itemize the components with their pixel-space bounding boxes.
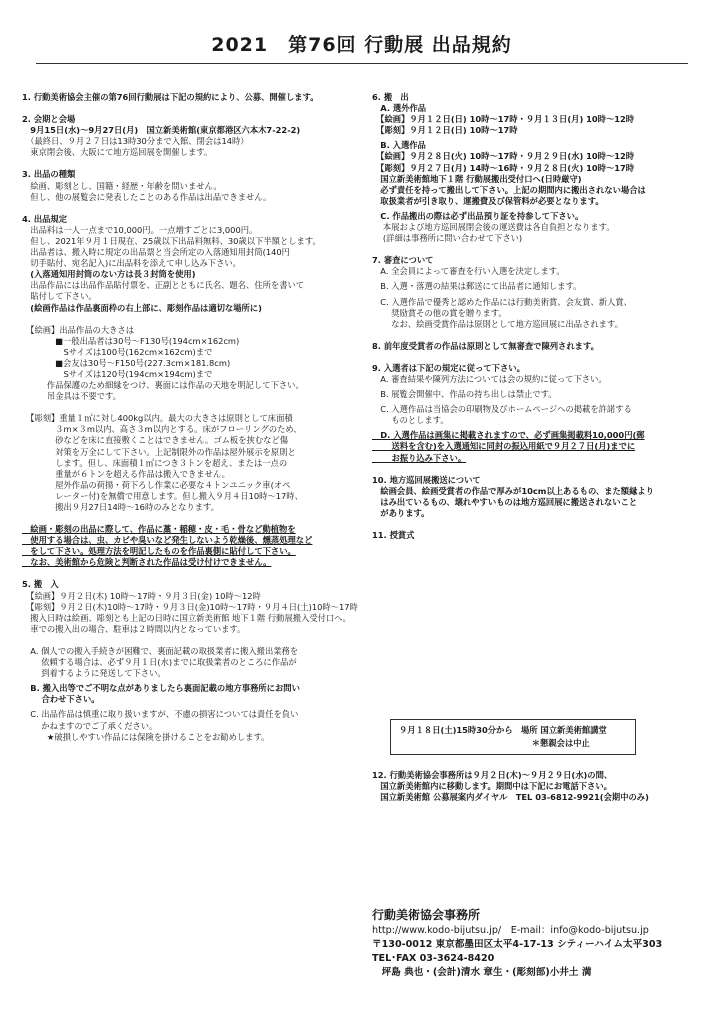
- text-line: Sサイズは100号(162cm×162cm)まで: [22, 346, 213, 357]
- text-line: ３m×３m以内、高さ３m以内とする。床がフローリングのため、: [22, 424, 302, 435]
- text-line: C. 入選作品で優秀と認めた作品には行動美術賞、会友賞、新人賞、: [372, 296, 632, 307]
- text-line: 合わせ下さい。: [22, 694, 100, 705]
- text-line: (入落通知用封筒のない方は長３封筒を使用): [22, 269, 196, 280]
- text-line: 出品者は、搬入時に規定の出品票と当会所定の入落通知用封筒(140円: [22, 247, 290, 258]
- text-line: 出品料は一人一点まで10,000円。一点増すごとに3,000円。: [22, 224, 258, 235]
- text-line: 但し、他の展覧会に発表したことのある作品は出品できません。: [22, 191, 272, 202]
- text-line: C. 作品搬出の際は必ず出品預り証を持参して下さい。: [372, 210, 584, 221]
- award-box-line: ＊懇親会は中止: [399, 738, 590, 748]
- section-heading: 3. 出品の種類: [22, 169, 76, 180]
- office-staff: 坪島 典也・(会計)清水 章生・(彫刻部)小井土 満: [372, 967, 592, 978]
- text-line: ★破損しやすい作品には保険を掛けることをお勧めします。: [22, 731, 270, 742]
- text-line: （最終日、９月２７日は13時30分まで入館、閉会は14時）: [22, 136, 249, 147]
- text-line: 搬入日時は絵画、彫刻とも上記の日時に国立新美術館 地下１階 行動展搬入受付口へ。: [22, 612, 351, 623]
- text-line: 【絵画】９月２８日(火) 10時～17時・９月２９日(水) 10時～12時: [372, 151, 635, 162]
- section-heading: 8. 前年度受賞者の作品は原則として無審査で陳列されます。: [372, 340, 599, 351]
- section-heading: 1. 行動美術協会主催の第76回行動展は下記の規約により、公募、開催します。: [22, 92, 319, 102]
- text-line: 重量が６トンを超える作品は搬入できません。: [22, 468, 230, 479]
- office-address: 〒130-0012 東京都墨田区太平4-17-13 シティーハイム太平303: [372, 939, 663, 950]
- award-box-line: ９月１８日(土)15時30分から 場所 国立新美術館講堂: [399, 725, 607, 735]
- section-heading: A. 個人での搬入手続きが困難で、裏面記載の取扱業者に搬入搬出業務を: [22, 645, 299, 656]
- section-heading: 11. 授賞式: [372, 530, 415, 540]
- text-line: 搬出９月27日14時～16時のみとなります。: [22, 502, 219, 512]
- page-title: 2021 第76回 行動展 出品規約: [211, 34, 512, 56]
- text-line: 送料を含む)を入選通知に同封の振込用紙で９月２７日(月)までに: [372, 441, 636, 452]
- right-column: [372, 92, 700, 552]
- text-line: 国立新美術館地下１階 行動展搬出受付口へ(日時厳守): [372, 173, 582, 184]
- section-block: [22, 214, 358, 314]
- text-line: レーター付)を無償で用意します。但し搬入９月４日10時～17時、: [22, 490, 303, 501]
- text-line: 作品保護のため細縁をつけ、裏面には作品の天地を明記して下さい。: [22, 380, 304, 391]
- text-line: 【彫刻】９月２日(木)10時～17時・９月３日(金)10時～17時・９月４日(土)10時～17時: [22, 601, 358, 612]
- section-block: [372, 475, 700, 519]
- text-line: 必ず責任を持って搬出して下さい。上記の期間内に搬出されない場合は: [372, 184, 646, 195]
- text-line: B. 展覧会開催中、作品の持ち出しは禁止です。: [372, 389, 557, 400]
- text-line: があります。: [372, 507, 430, 518]
- section-heading: 10. 地方巡回展搬送について: [372, 474, 481, 485]
- section-block: [22, 524, 358, 568]
- text-line: 取扱業者が引き取り、運搬費及び保管料が必要となります。: [372, 195, 604, 206]
- text-line: なお、絵画受賞作品は原則として地方巡回展に出品されます。: [372, 318, 623, 329]
- section-block: [22, 325, 358, 403]
- section-block: [22, 169, 358, 202]
- text-line: ■一般出品者は30号～F130号(194cm×162cm): [22, 335, 240, 346]
- text-line: 【彫刻】９月１２日(日) 10時～17時: [372, 125, 518, 136]
- section-block: [372, 363, 700, 464]
- text-line: ものとします。: [372, 415, 449, 426]
- section-heading: 【彫刻】重量１㎡に対し400kg以内。最大の大きさは原則として床面積: [22, 413, 293, 424]
- text-line: なお、美術館から危険と判断された作品は受け付けできません。: [22, 557, 272, 568]
- text-line: 奨励賞その他の賞を贈ります。: [372, 307, 507, 318]
- office-name: 行動美術協会事務所: [372, 908, 481, 922]
- text-line: A. 選外作品: [372, 103, 427, 114]
- section-heading: 7. 審査について: [372, 255, 434, 266]
- text-line: 出品作品には出品作品貼付票を、正副とともに氏名、題名、住所を書いて: [22, 280, 305, 291]
- section-block: [372, 255, 700, 330]
- section-12: [372, 770, 702, 803]
- award-ceremony-box: [390, 719, 636, 755]
- section-heading: 絵画・彫刻の出品に際して、作品に藁・稲穂・皮・毛・骨など動植物を: [22, 524, 296, 535]
- text-line: Sサイズは120号(194cm×194cm)まで: [22, 368, 213, 379]
- text-line: はみ出ているもの、壊れやすいものは地方巡回展に搬送されないこと: [372, 496, 638, 507]
- text-line: 砂などを床に直接敷くことはできません。ゴム板を挟むなど傷: [22, 435, 289, 446]
- text-line: 絵画会員、絵画受賞者の作品で厚みが10cm以上あるもの、また額縁より: [372, 485, 654, 496]
- section-block: [22, 92, 358, 103]
- section-block: [22, 579, 358, 634]
- text-line: C. 出品作品は慎重に取り扱いますが、不慮の損害については責任を負い: [22, 709, 299, 720]
- text-line: C. 入選作品は当協会の印刷物及びホームページへの掲載を許諾する: [372, 404, 632, 415]
- section-heading: 12. 行動美術協会事務所は９月２日(木)～９月２９日(水)の間、: [372, 770, 613, 780]
- section-block: [372, 92, 700, 244]
- text-line: A. 全会員によって審査を行い入選を決定します。: [372, 266, 565, 277]
- text-line: お振り込み下さい。: [372, 452, 467, 463]
- text-line: 国立新美術館 公募展案内ダイヤル TEL 03-6812-9921(会期中のみ): [372, 792, 649, 803]
- office-contact: [372, 906, 702, 980]
- text-line: します。但し、床面積１㎡につき３トンを超え、または一点の: [22, 457, 288, 468]
- text-line: をして下さい。処理方法を明記したものを作品裏側に貼付して下さい。: [22, 546, 296, 557]
- title-rule: [36, 63, 688, 64]
- text-line: 【絵画】９月２日(木) 10時～17時・９月３日(金) 10時～12時: [22, 590, 261, 601]
- section-heading: 2. 会期と会場: [22, 114, 76, 125]
- text-line: 但し、2021年９月１日現在、25歳以下出品料無料、30歳以下半額とします。: [22, 235, 321, 246]
- text-line: 対策を万全にして下さい。上記制限外の作品は屋外展示を原則と: [22, 446, 296, 457]
- text-line: 屋外作品の荷揚・荷下ろし作業に必要な４トンユニック車(オペ: [22, 479, 291, 490]
- text-line: (詳細は事務所に問い合わせて下さい): [372, 233, 523, 244]
- text-line: 車での搬入出の場合、駐車は２時間以内となっています。: [22, 623, 246, 634]
- section-heading: 4. 出品規定: [22, 213, 68, 224]
- text-line: 東京閉会後、大阪にて地方巡回展を開催します。: [22, 147, 213, 158]
- text-line: B. 入選作品: [372, 140, 426, 151]
- section-heading: 9. 入選者は下記の規定に従って下さい。: [372, 362, 525, 373]
- section-heading: 5. 搬 入: [22, 579, 59, 590]
- section-block: [372, 341, 700, 352]
- text-line: 【彫刻】９月２７日(月) 14時～16時・９月２８日(火) 10時～17時: [372, 162, 635, 173]
- office-web: http://www.kodo-bijutsu.jp/ E-mail：info@kodo-bijutsu.jp: [372, 925, 649, 936]
- text-line: ■会友は30号～F150号(227.3cm×181.8cm): [22, 357, 231, 368]
- text-line: 本展および地方巡回展閉会後の運送費は各自負担となります。: [372, 222, 615, 233]
- text-line: 使用する場合は、虫、カビや臭いなど発生しないよう乾燥後、燻蒸処理など: [22, 535, 313, 546]
- section-block: [22, 646, 358, 743]
- text-line: 到着するように発送して下さい。: [22, 668, 166, 679]
- text-line: 【絵画】９月１２日(日) 10時～17時・９月１３日(月) 10時～12時: [372, 114, 635, 125]
- text-line: B. 入選・落選の結果は郵送にて出品者に通知します。: [372, 281, 582, 292]
- section-heading: 6. 搬 出: [372, 92, 409, 102]
- text-line: 切手貼付、宛名記入)に出品料を添えて申し込み下さい。: [22, 258, 241, 269]
- text-line: 9月15日(水)～9月27日(月) 国立新美術館(東京都港区六本木7-22-2): [22, 125, 301, 136]
- text-line: 依頼する場合は、必ず９月１日(水)までに取扱業者のところに作品が: [22, 657, 297, 668]
- text-line: A. 審査結果や陳列方法については会の規約に従って下さい。: [372, 373, 607, 384]
- text-line: 貼付して下さい。: [22, 291, 97, 302]
- section-block: [372, 530, 700, 541]
- text-line: 吊金具は不要です。: [22, 391, 121, 402]
- text-line: 絵画、彫刻とし、国籍・経歴・年齢を問いません。: [22, 180, 222, 191]
- office-telfax: TEL･FAX 03-3624-8420: [372, 953, 495, 964]
- text-line: B. 搬入出等でご不明な点がありましたら裏面記載の地方事務所にお問い: [22, 683, 300, 694]
- text-line: D. 入選作品は画集に掲載されますので、必ず画集掲載料10,000円(郵: [372, 430, 645, 441]
- section-block: [22, 114, 358, 158]
- left-column: [22, 92, 358, 754]
- section-heading: 【絵画】出品作品の大きさは: [22, 324, 135, 335]
- section-block: [22, 413, 358, 513]
- text-line: (絵画作品は作品裏面枠の右上部に、彫刻作品は適切な場所に): [22, 302, 262, 313]
- text-line: かねますのでご了承ください。: [22, 720, 158, 731]
- text-line: 国立新美術館内に移動します。期間中は下記にお電話下さい。: [372, 781, 612, 792]
